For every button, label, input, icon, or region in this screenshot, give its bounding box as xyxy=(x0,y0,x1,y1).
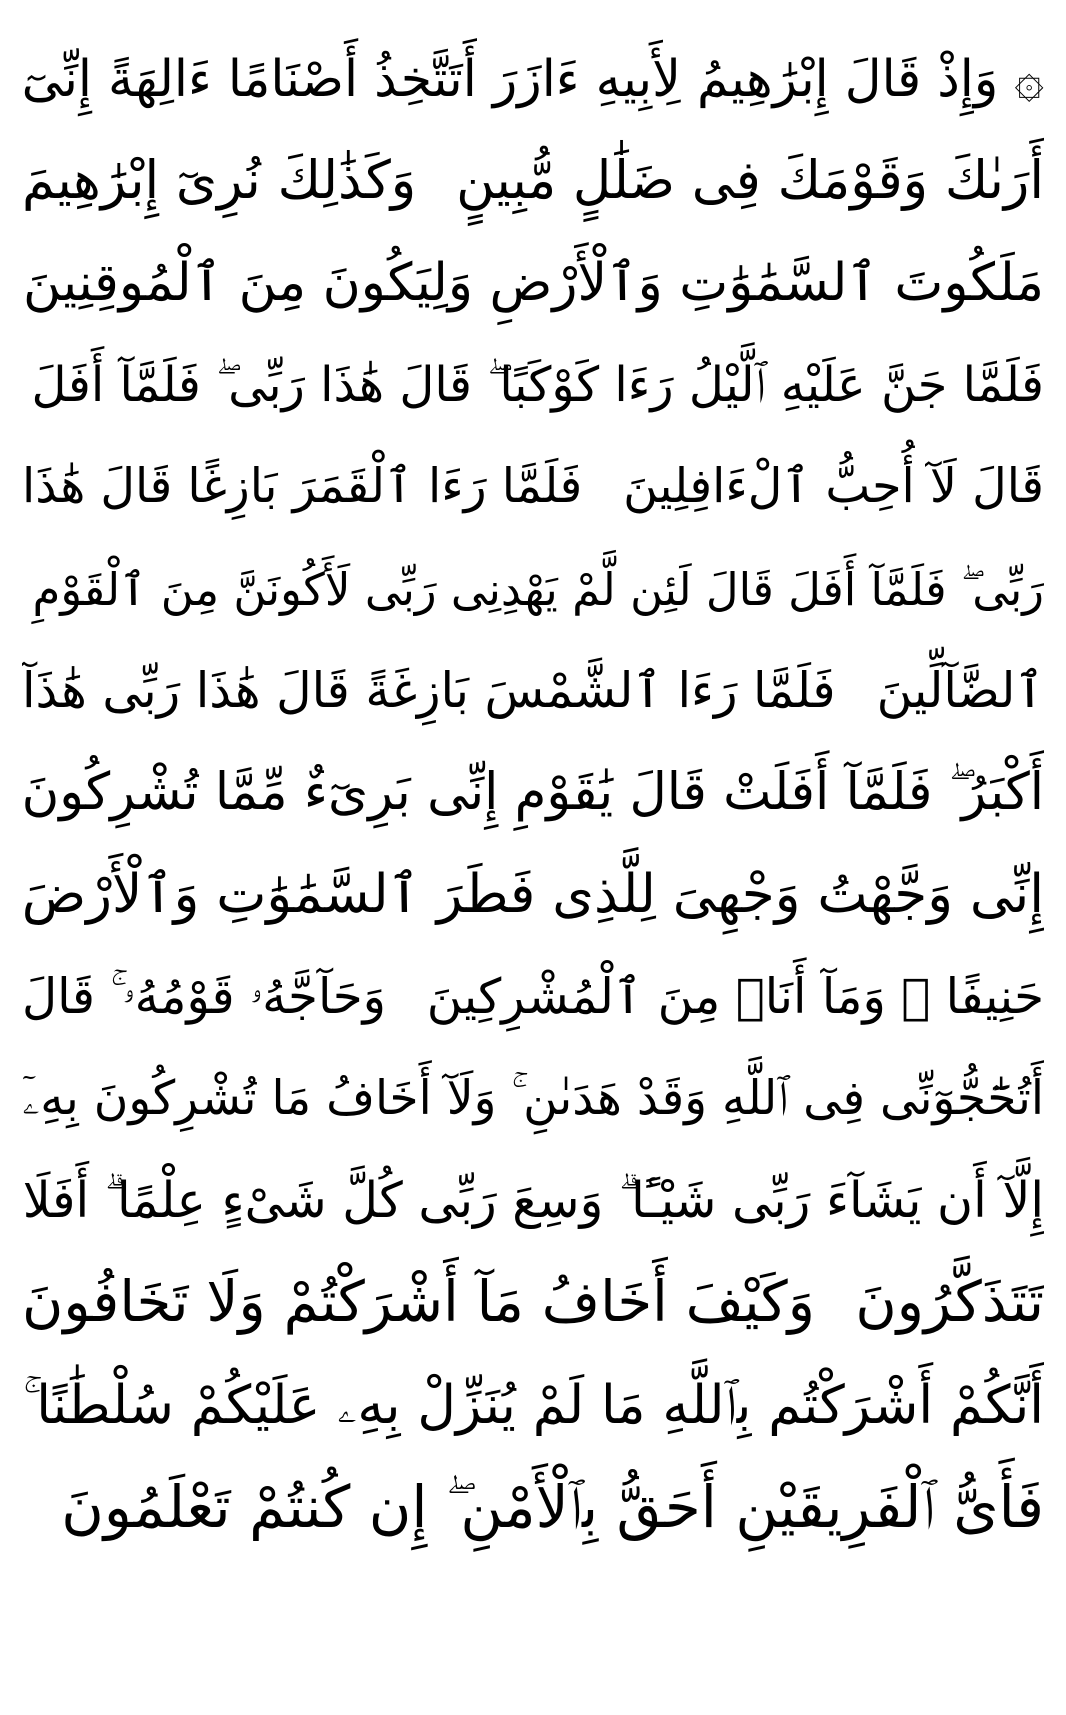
line-10-segment-2: وَحَآجَّهُۥ قَوْمُهُۥ ۚ قَالَ xyxy=(22,968,386,1025)
text-line-10 xyxy=(22,946,1044,1048)
line-2-segment-1: أَرَىٰكَ وَقَوْمَكَ فِى ضَلَٰلٍ مُّبِينٍ xyxy=(456,149,1044,211)
line-13-segment-2: وَكَيْفَ أَخَافُ مَآ أَشْرَكْتُمْ وَلَا تَخَافُونَ xyxy=(22,1269,815,1335)
line-2-segment-2: وَكَذَٰلِكَ نُرِىٓ إِبْرَٰهِيمَ xyxy=(22,149,417,211)
line-13-segment-1: تَتَذَكَّرُونَ xyxy=(855,1269,1044,1335)
line-7-segment-1: ٱلضَّآلِّينَ xyxy=(876,661,1044,719)
text-line-2 xyxy=(22,130,1044,232)
text-line-3 xyxy=(22,232,1044,334)
line-5-segment-2: فَلَمَّا رَءَا ٱلْقَمَرَ بَازِغًا قَالَ هَٰذَا xyxy=(22,459,583,515)
text-line-11 xyxy=(22,1048,1044,1150)
text-line-6 xyxy=(22,538,1044,640)
text-line-1 xyxy=(22,28,1044,130)
line-6-segment-1: رَبِّى ۖ فَلَمَّآ أَفَلَ قَالَ لَئِن لَّمْ يَهْدِنِى رَبِّى لَأَكُونَنَّ مِنَ ٱلْقَوْمِ xyxy=(32,562,1044,616)
text-line-8 xyxy=(22,742,1044,844)
text-line-15 xyxy=(22,1456,1044,1558)
text-line-5 xyxy=(22,436,1044,538)
line-7-segment-2: فَلَمَّا رَءَا ٱلشَّمْسَ بَازِغَةً قَالَ هَٰذَا رَبِّى هَٰذَآ xyxy=(22,661,836,719)
line-5-segment-1: قَالَ لَآ أُحِبُّ ٱلْءَافِلِينَ xyxy=(623,459,1044,515)
line-15-segment-1: فَأَىُّ ٱلْفَرِيقَيْنِ أَحَقُّ بِٱلْأَمْنِ ۖ إِن كُنتُمْ تَعْلَمُونَ xyxy=(61,1473,1044,1541)
line-8-segment-1: أَكْبَرُ ۖ فَلَمَّآ أَفَلَتْ قَالَ يَٰقَوْمِ إِنِّى بَرِىٓءٌ مِّمَّا تُشْرِكُونَ xyxy=(22,762,1044,823)
line-10-segment-1: حَنِيفًا ۖ وَمَآ أَنَا۠ مِنَ ٱلْمُشْرِكِينَ xyxy=(426,968,1044,1025)
line-3-segment-1: مَلَكُوتَ ٱلسَّمَٰوَٰتِ وَٱلْأَرْضِ وَلِيَكُونَ مِنَ ٱلْمُوقِنِينَ xyxy=(23,253,1044,313)
text-line-9 xyxy=(22,844,1044,946)
text-line-13 xyxy=(22,1252,1044,1354)
text-line-4 xyxy=(22,334,1044,436)
line-11-segment-1: أَتُحَٰٓجُّوٓنِّى فِى ٱللَّهِ وَقَدْ هَدَىٰنِ ۚ وَلَآ أَخَافُ مَا تُشْرِكُونَ بِهِۦٓ xyxy=(22,1071,1044,1127)
line-1-segment-1: ۞ وَإِذْ قَالَ إِبْرَٰهِيمُ لِأَبِيهِ ءَازَرَ أَتَتَّخِذُ أَصْنَامًا ءَالِهَةً إِنِّىٓ xyxy=(22,48,1044,108)
text-line-7 xyxy=(22,640,1044,742)
line-12-segment-1: إِلَّآ أَن يَشَآءَ رَبِّى شَيْـًٔا ۗ وَسِعَ رَبِّى كُلَّ شَىْءٍ عِلْمًا ۗ أَفَلَا xyxy=(22,1171,1044,1230)
line-4-segment-1: فَلَمَّا جَنَّ عَلَيْهِ ٱلَّيْلُ رَءَا كَوْكَبًا ۖ قَالَ هَٰذَا رَبِّى ۖ فَلَمَّآ أَفَلَ xyxy=(31,356,1044,413)
line-14-segment-1: أَنَّكُمْ أَشْرَكْتُم بِٱللَّهِ مَا لَمْ يُنَزِّلْ بِهِۦ عَلَيْكُمْ سُلْطَٰنًا ۚ xyxy=(23,1374,1044,1436)
line-9-segment-1: إِنِّى وَجَّهْتُ وَجْهِىَ لِلَّذِى فَطَرَ ٱلسَّمَٰوَٰتِ وَٱلْأَرْضَ xyxy=(22,863,1044,926)
text-line-14 xyxy=(22,1354,1044,1456)
text-line-12 xyxy=(22,1150,1044,1252)
